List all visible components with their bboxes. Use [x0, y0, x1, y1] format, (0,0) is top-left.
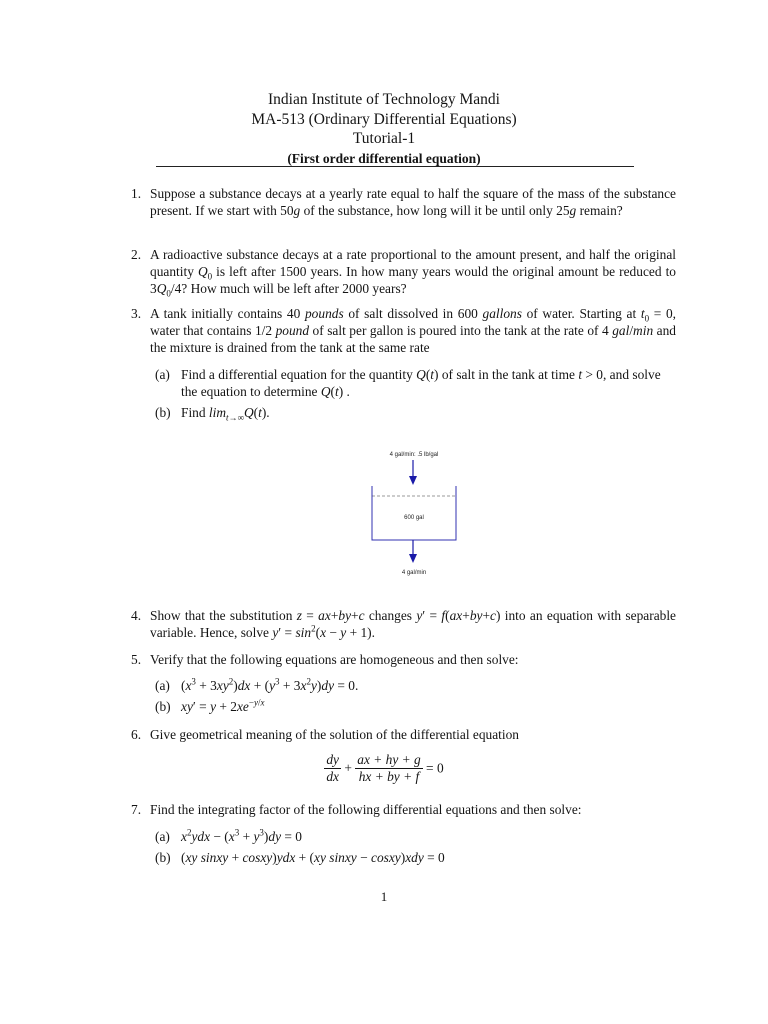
- problem-7: [131, 801, 676, 818]
- problem-text: Show that the substitution z = ax+by+c changes y′ = f(ax+by+c) into an equation with separable variable. Hence, solve $y' = \sin^2(x - y + 1)$.: [150, 608, 676, 640]
- fraction-coefficients: $\frac{ax + hy + g}{hx + by + f}$: [357, 752, 421, 784]
- problem-7a: [155, 828, 675, 845]
- problem-2: [131, 246, 676, 297]
- problem-5a: [155, 677, 675, 694]
- subpart-text: Find $\lim_{t\to\infty}Q(t)$.: [181, 405, 270, 423]
- subpart-label: (a): [155, 829, 170, 844]
- page-number: 1: [380, 889, 388, 904]
- tutorial-topic: (First order differential equation): [287, 150, 481, 166]
- problem-text: A tank initially contains 40 pounds of salt dissolved in 600 gallons of water. Starting at $t_0 = 0$, water that contains 1/2 pound of salt per gallon is poured into the tank at the rate of 4 gal/min and the mixture is drained from the tank at the same rate: [150, 306, 676, 355]
- outflow-arrow-head: [409, 554, 417, 563]
- display-equation: $\frac{dy}{dx}$ + $\frac{ax + hy + g}{hx + by + f}$ = 0: [326, 752, 444, 784]
- subpart-text: $xy' = y + 2xe^{-y/x}$: [181, 697, 265, 714]
- problem-6: [131, 726, 676, 743]
- subpart-label: (b): [155, 405, 171, 420]
- problem-5: [131, 651, 676, 668]
- subpart-label: (a): [155, 367, 170, 382]
- tank-diagram: [358, 444, 484, 580]
- problem-4: [131, 607, 676, 641]
- institute-name: Indian Institute of Technology Mandi: [268, 91, 500, 108]
- header-divider: [156, 166, 634, 167]
- subpart-label: (b): [155, 699, 171, 714]
- problem-number: 2.: [131, 247, 142, 262]
- outflow-label: 4 gal/min: [401, 570, 427, 576]
- inflow-label: 4 gal/min: .5 lb/gal: [389, 452, 439, 458]
- subpart-text: (xy sinxy + cosxy)ydx + (xy sinxy − cosxy)xdy = 0: [181, 850, 445, 865]
- problem-5b: [155, 698, 675, 715]
- document-header: [0, 90, 768, 167]
- problem-3a: [155, 366, 675, 400]
- problem-text: Find the integrating factor of the following differential equations and then solve:: [150, 802, 582, 817]
- tank-volume-label: 600 gal: [404, 515, 424, 521]
- subpart-label: (a): [155, 678, 170, 693]
- problem-number: 3.: [131, 306, 142, 321]
- problem-text: Suppose a substance decays at a yearly rate equal to half the square of the mass of the substance present. If we start with 50g of the substance, how long will it be until only 25g remain?: [150, 186, 676, 218]
- problem-number: 5.: [131, 652, 142, 667]
- subpart-text: Find a differential equation for the quantity Q(t) of salt in the tank at time t > 0, and solve the equation to determine Q(t) .: [181, 367, 661, 399]
- problem-3b: [155, 404, 675, 421]
- tank-outline: [372, 486, 456, 540]
- tutorial-title: Tutorial-1: [352, 130, 416, 147]
- problem-7b: [155, 849, 675, 866]
- problem-1: [131, 185, 676, 219]
- problem-text: Verify that the following equations are homogeneous and then solve:: [150, 652, 519, 667]
- problem-number: 7.: [131, 802, 142, 817]
- subpart-text: $(x^3 + 3xy^2)dx + (y^3 + 3x^2y)dy = 0$.: [181, 676, 359, 693]
- subpart-label: (b): [155, 850, 171, 865]
- problem-number: 4.: [131, 608, 142, 623]
- fraction-dy-dx: $\frac{dy}{dx}$: [326, 752, 339, 784]
- inflow-arrow-head: [409, 476, 417, 485]
- course-title: MA-513 (Ordinary Differential Equations): [251, 110, 517, 128]
- problem-number: 6.: [131, 727, 142, 742]
- problem-text: A radioactive substance decays at a rate proportional to the amount present, and half the original quantity $Q_0$ is left after 1500 years. In how many years would the original amount be reduced to $3Q_0/4$? How much will be left after 2000 years?: [150, 247, 677, 299]
- problem-text: Give geometrical meaning of the solution of the differential equation: [150, 727, 519, 742]
- subpart-text: $x^2ydx - (x^3 + y^3)dy = 0$: [181, 827, 302, 844]
- problem-3: [131, 305, 676, 356]
- problem-number: 1.: [131, 186, 142, 201]
